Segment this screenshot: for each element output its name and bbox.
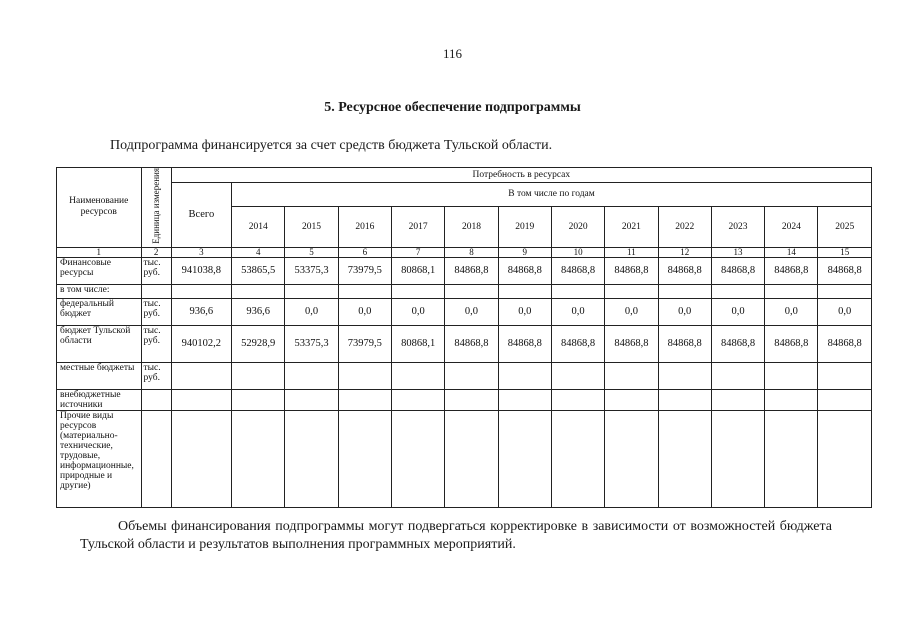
column-number: 7 xyxy=(391,247,444,257)
year-value: 84868,8 xyxy=(658,257,711,284)
total-value xyxy=(171,284,231,298)
header-year: 2022 xyxy=(658,206,711,247)
header-need: Потребность в ресурсах xyxy=(171,168,871,183)
year-value: 84868,8 xyxy=(711,257,764,284)
year-value xyxy=(498,389,551,410)
page-number: 116 xyxy=(442,46,463,61)
header-year: 2020 xyxy=(551,206,604,247)
column-number: 11 xyxy=(605,247,658,257)
column-number: 4 xyxy=(232,247,285,257)
year-value: 84868,8 xyxy=(551,325,604,362)
year-value xyxy=(765,389,818,410)
unit-cell xyxy=(141,284,171,298)
resource-name: внебюджетные источники xyxy=(57,389,142,410)
year-value xyxy=(711,362,764,389)
year-value xyxy=(338,362,391,389)
header-unit xyxy=(141,168,171,248)
year-value: 84868,8 xyxy=(605,325,658,362)
header-year: 2025 xyxy=(818,206,872,247)
year-value: 84868,8 xyxy=(551,257,604,284)
resource-name: в том числе: xyxy=(57,284,142,298)
header-year: 2018 xyxy=(445,206,498,247)
header-year: 2016 xyxy=(338,206,391,247)
total-value xyxy=(171,362,231,389)
year-value xyxy=(711,284,764,298)
unit-cell: тыс. руб. xyxy=(141,325,171,362)
year-value xyxy=(498,362,551,389)
total-value: 941038,8 xyxy=(171,257,231,284)
unit-cell xyxy=(141,389,171,410)
row-local xyxy=(57,362,872,389)
year-value xyxy=(391,410,444,507)
year-value: 0,0 xyxy=(445,298,498,325)
closing-text: Объемы финансирования подпрограммы могут подвергаться корректировке в зависимости от возможностей бюджета Тульской области и результатов выполнения программных мероприятий. xyxy=(80,519,832,552)
column-number: 15 xyxy=(818,247,872,257)
year-value: 84868,8 xyxy=(498,325,551,362)
year-value xyxy=(605,284,658,298)
year-value xyxy=(232,284,285,298)
header-by-years: В том числе по годам xyxy=(232,183,872,207)
intro-text: Подпрограмма финансируется за счет средств бюджета Тульской области. xyxy=(110,138,553,153)
row-financial xyxy=(57,257,872,284)
row-other-resources xyxy=(57,410,872,507)
column-numbers-row xyxy=(57,247,872,257)
year-value: 0,0 xyxy=(658,298,711,325)
year-value xyxy=(285,362,338,389)
header-name: Наименование ресурсов xyxy=(57,168,142,248)
year-value: 936,6 xyxy=(232,298,285,325)
year-value xyxy=(232,362,285,389)
column-number: 9 xyxy=(498,247,551,257)
year-value: 84868,8 xyxy=(445,257,498,284)
year-value xyxy=(658,362,711,389)
header-total: Всего xyxy=(171,183,231,248)
column-number: 13 xyxy=(711,247,764,257)
year-value: 0,0 xyxy=(498,298,551,325)
year-value xyxy=(658,410,711,507)
unit-cell: тыс. руб. xyxy=(141,362,171,389)
year-value xyxy=(711,410,764,507)
header-unit-text: Единица измерения xyxy=(151,168,162,244)
total-value xyxy=(171,410,231,507)
header-year: 2015 xyxy=(285,206,338,247)
column-number: 10 xyxy=(551,247,604,257)
year-value xyxy=(551,362,604,389)
year-value xyxy=(605,410,658,507)
year-value xyxy=(765,410,818,507)
total-value: 940102,2 xyxy=(171,325,231,362)
year-value xyxy=(285,389,338,410)
year-value: 84868,8 xyxy=(605,257,658,284)
year-value xyxy=(658,284,711,298)
header-year: 2019 xyxy=(498,206,551,247)
year-value: 0,0 xyxy=(711,298,764,325)
year-value: 0,0 xyxy=(605,298,658,325)
year-value xyxy=(445,362,498,389)
header-year: 2017 xyxy=(391,206,444,247)
unit-cell: тыс. руб. xyxy=(141,298,171,325)
year-value xyxy=(711,389,764,410)
unit-cell xyxy=(141,410,171,507)
header-year: 2024 xyxy=(765,206,818,247)
year-value xyxy=(285,410,338,507)
year-value: 0,0 xyxy=(765,298,818,325)
column-number: 12 xyxy=(658,247,711,257)
year-value xyxy=(391,389,444,410)
year-value: 0,0 xyxy=(551,298,604,325)
year-value: 0,0 xyxy=(285,298,338,325)
year-value xyxy=(551,410,604,507)
year-value xyxy=(765,284,818,298)
year-value: 84868,8 xyxy=(498,257,551,284)
year-value xyxy=(551,284,604,298)
row-federal xyxy=(57,298,872,325)
year-value: 0,0 xyxy=(818,298,872,325)
year-value xyxy=(818,389,872,410)
year-value: 80868,1 xyxy=(391,325,444,362)
year-value: 53375,3 xyxy=(285,325,338,362)
year-value xyxy=(818,362,872,389)
year-value: 0,0 xyxy=(338,298,391,325)
year-value xyxy=(391,284,444,298)
resource-name: федеральный бюджет xyxy=(57,298,142,325)
total-value: 936,6 xyxy=(171,298,231,325)
year-value: 84868,8 xyxy=(765,257,818,284)
year-value xyxy=(391,362,444,389)
year-value: 84868,8 xyxy=(818,257,872,284)
year-value: 84868,8 xyxy=(765,325,818,362)
resource-name: бюджет Тульской области xyxy=(57,325,142,362)
year-value xyxy=(605,389,658,410)
year-value: 84868,8 xyxy=(818,325,872,362)
header-year: 2021 xyxy=(605,206,658,247)
year-value: 53375,3 xyxy=(285,257,338,284)
year-value xyxy=(338,284,391,298)
resource-name: Прочие виды ресурсов (материально-технические, трудовые, информационные, природные и другие) xyxy=(57,410,142,507)
column-number: 2 xyxy=(141,247,171,257)
header-year: 2014 xyxy=(232,206,285,247)
year-value xyxy=(445,389,498,410)
year-value xyxy=(445,284,498,298)
year-value: 73979,5 xyxy=(338,257,391,284)
year-value xyxy=(232,389,285,410)
total-value xyxy=(171,389,231,410)
year-value: 73979,5 xyxy=(338,325,391,362)
year-value: 84868,8 xyxy=(711,325,764,362)
column-number: 3 xyxy=(171,247,231,257)
resource-name: Финансовые ресурсы xyxy=(57,257,142,284)
column-number: 6 xyxy=(338,247,391,257)
year-value xyxy=(498,410,551,507)
section-title: 5. Ресурсное обеспечение подпрограммы xyxy=(324,100,581,115)
year-value: 84868,8 xyxy=(445,325,498,362)
year-value xyxy=(605,362,658,389)
year-value xyxy=(445,410,498,507)
header-year: 2023 xyxy=(711,206,764,247)
resource-table xyxy=(56,167,872,508)
year-value xyxy=(818,410,872,507)
year-value xyxy=(338,410,391,507)
year-value: 0,0 xyxy=(391,298,444,325)
year-value: 84868,8 xyxy=(658,325,711,362)
column-number: 1 xyxy=(57,247,142,257)
year-value xyxy=(551,389,604,410)
year-value xyxy=(818,284,872,298)
year-value xyxy=(338,389,391,410)
row-regional xyxy=(57,325,872,362)
column-number: 5 xyxy=(285,247,338,257)
year-value xyxy=(232,410,285,507)
row-including xyxy=(57,284,872,298)
year-value xyxy=(285,284,338,298)
row-extrabudgetary xyxy=(57,389,872,410)
year-value xyxy=(658,389,711,410)
year-value: 52928,9 xyxy=(232,325,285,362)
year-value xyxy=(765,362,818,389)
year-value: 80868,1 xyxy=(391,257,444,284)
unit-cell: тыс. руб. xyxy=(141,257,171,284)
column-number: 14 xyxy=(765,247,818,257)
resource-name: местные бюджеты xyxy=(57,362,142,389)
year-value xyxy=(498,284,551,298)
column-number: 8 xyxy=(445,247,498,257)
year-value: 53865,5 xyxy=(232,257,285,284)
